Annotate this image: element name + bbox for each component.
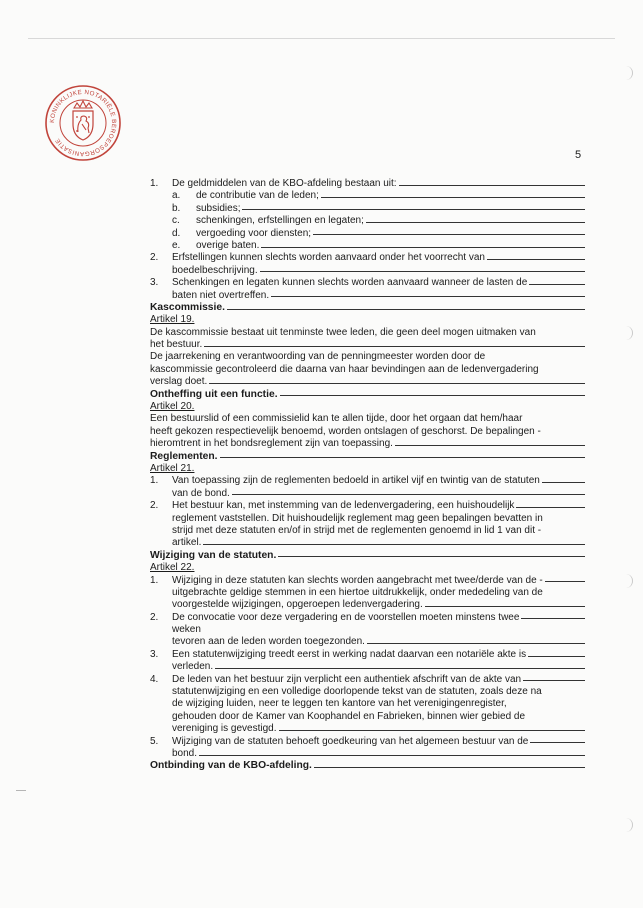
punch-hole bbox=[622, 818, 633, 832]
paragraph-text: hieromtrent in het bondsreglement zijn van toepassing. bbox=[150, 438, 393, 450]
item-text: Wijziging in deze statuten kan slechts worden aangebracht met twee/derde van de - bbox=[172, 574, 543, 586]
text-line bbox=[150, 413, 585, 425]
item-text: De geldmiddelen van de KBO-afdeling bestaan uit: bbox=[172, 178, 397, 189]
fill-line bbox=[542, 482, 585, 483]
text-line bbox=[150, 327, 585, 339]
heading-line bbox=[150, 389, 585, 401]
list-number: 3. bbox=[150, 277, 159, 289]
fill-line bbox=[242, 209, 585, 210]
fill-line bbox=[199, 755, 585, 756]
article-label: Artikel 20. bbox=[150, 401, 195, 413]
text-line bbox=[150, 364, 585, 376]
list-item-line bbox=[150, 265, 585, 277]
item-text: Een statutenwijziging treedt eerst in werking nadat daarvan een notariële akte is bbox=[172, 648, 527, 660]
list-number: 1. bbox=[150, 178, 159, 189]
sub-item-text: de contributie van de leden; bbox=[196, 190, 319, 202]
list-item-line bbox=[150, 513, 585, 525]
sub-item-text: subsidies; bbox=[196, 202, 241, 214]
list-item-line bbox=[150, 290, 585, 302]
list-number: 2. bbox=[150, 500, 159, 512]
fill-line bbox=[220, 457, 585, 458]
fill-line bbox=[530, 742, 585, 743]
scan-edge bbox=[28, 38, 615, 39]
list-item-line bbox=[150, 636, 585, 648]
section-heading: Ontheffing uit een functie. bbox=[150, 388, 278, 400]
paragraph-text: De kascommissie bestaat uit tenminste twee leden, die geen deel mogen uitmaken van bbox=[150, 326, 536, 338]
item-text: gehouden door de Kamer van Koophandel en Fabrieken, binnen wier gebied de bbox=[172, 710, 526, 722]
sub-item-text: vergoeding voor diensten; bbox=[196, 227, 312, 239]
list-number: e. bbox=[172, 239, 181, 251]
list-number: 2. bbox=[150, 252, 159, 264]
sub-item-line bbox=[150, 228, 585, 240]
list-item-line bbox=[150, 711, 585, 723]
fill-line bbox=[203, 544, 585, 545]
fill-line bbox=[487, 259, 585, 260]
svg-text:KONINKLIJKE NOTARIËLE BEROEPSO: KONINKLIJKE NOTARIËLE BEROEPSORGANISATIE bbox=[48, 88, 118, 158]
notary-seal bbox=[44, 84, 122, 162]
list-item-line bbox=[150, 698, 585, 710]
article-line bbox=[150, 314, 585, 326]
sub-item-line bbox=[150, 240, 585, 252]
article-line bbox=[150, 401, 585, 413]
fill-line bbox=[321, 197, 585, 198]
page-number: 5 bbox=[575, 149, 582, 161]
list-item-line bbox=[150, 748, 585, 760]
list-item-line bbox=[150, 612, 585, 624]
fill-line bbox=[232, 494, 585, 495]
list-number: c. bbox=[172, 215, 180, 227]
item-text: uitgebrachte geldige stemmen in een hiertoe uitdrukkelijk, onder mededeling van de bbox=[172, 586, 543, 598]
list-number: a. bbox=[172, 190, 181, 202]
list-item-line bbox=[150, 277, 585, 289]
section-heading: Wijziging van de statuten. bbox=[150, 549, 277, 561]
fill-line bbox=[215, 668, 585, 669]
item-text: Van toepassing zijn de reglementen bedoeld in artikel vijf en twintig van de statuten bbox=[172, 475, 540, 487]
item-text: bond. bbox=[172, 747, 198, 759]
item-text: reglement vaststellen. Dit huishoudelijk reglement mag geen bepalingen bevatten in bbox=[172, 512, 543, 524]
item-text: tevoren aan de leden worden toegezonden. bbox=[172, 636, 365, 648]
list-item-line bbox=[150, 575, 585, 587]
fill-line bbox=[227, 309, 585, 310]
list-number: 1. bbox=[150, 574, 159, 586]
fill-line bbox=[261, 247, 585, 248]
fill-line bbox=[279, 730, 585, 731]
text-line bbox=[150, 438, 585, 450]
item-text: Erfstellingen kunnen slechts worden aanvaard onder het voorrecht van bbox=[172, 252, 485, 264]
item-text: De leden van het bestuur zijn verplicht een authentiek afschrift van de akte van bbox=[172, 673, 522, 685]
punch-hole bbox=[622, 574, 633, 588]
scan-mark bbox=[16, 790, 26, 791]
fill-line bbox=[523, 680, 585, 681]
list-number: d. bbox=[172, 227, 181, 239]
text-line bbox=[150, 376, 585, 388]
fill-line bbox=[204, 346, 585, 347]
fill-line bbox=[366, 222, 585, 223]
fill-line bbox=[545, 581, 585, 582]
paragraph-text: Een bestuurslid of een commissielid kan te allen tijde, door het orgaan dat hem/haar bbox=[150, 413, 523, 425]
fill-line bbox=[313, 234, 585, 235]
fill-line bbox=[367, 643, 585, 644]
item-text: strijd met deze statuten en/of in strijd met de reglementen genoemd in lid 1 van dit - bbox=[172, 524, 542, 536]
item-text: de wijziging luiden, neer te leggen ten kantore van het verenigingenregister, bbox=[172, 698, 507, 710]
document-body bbox=[150, 178, 585, 773]
fill-line bbox=[399, 185, 585, 186]
fill-line bbox=[209, 383, 585, 384]
list-number: 2. bbox=[150, 611, 159, 623]
list-item-line bbox=[150, 723, 585, 735]
paragraph-text: het bestuur. bbox=[150, 339, 203, 351]
fill-line bbox=[521, 618, 585, 619]
item-text: baten niet overtreffen. bbox=[172, 289, 270, 301]
item-text: De convocatie voor deze vergadering en de voorstellen moeten minstens twee bbox=[172, 611, 520, 623]
list-number: 4. bbox=[150, 673, 159, 685]
list-item-line bbox=[150, 178, 585, 190]
fill-line bbox=[271, 296, 585, 297]
paragraph-text: heeft gekozen respectievelijk benoemd, worden ontslagen of geschorst. De bepalingen - bbox=[150, 425, 541, 437]
list-item-line bbox=[150, 537, 585, 549]
heading-line bbox=[150, 550, 585, 562]
section-heading: Reglementen. bbox=[150, 450, 218, 462]
item-text: Wijziging van de statuten behoeft goedkeuring van het algemeen bestuur van de bbox=[172, 735, 529, 747]
list-item-line bbox=[150, 649, 585, 661]
heading-line bbox=[150, 302, 585, 314]
text-line bbox=[150, 351, 585, 363]
paragraph-text: De jaarrekening en verantwoording van de penningmeester worden door de bbox=[150, 351, 486, 363]
fill-line bbox=[425, 606, 585, 607]
section-heading: Kascommissie. bbox=[150, 301, 225, 313]
fill-line bbox=[280, 395, 585, 396]
item-text: Schenkingen en legaten kunnen slechts worden aanvaard wanneer de lasten de bbox=[172, 277, 528, 289]
list-item-line bbox=[150, 624, 585, 636]
list-number: 3. bbox=[150, 648, 159, 660]
punch-hole bbox=[622, 66, 633, 80]
item-text: weken bbox=[172, 624, 201, 636]
article-line bbox=[150, 463, 585, 475]
sub-item-line bbox=[150, 203, 585, 215]
sub-item-line bbox=[150, 215, 585, 227]
list-number: 5. bbox=[150, 735, 159, 747]
heading-line bbox=[150, 760, 585, 772]
text-line bbox=[150, 339, 585, 351]
list-item-line bbox=[150, 686, 585, 698]
article-label: Artikel 21. bbox=[150, 462, 195, 474]
heading-line bbox=[150, 451, 585, 463]
sub-item-text: schenkingen, erfstellingen en legaten; bbox=[196, 215, 364, 227]
list-item-line bbox=[150, 599, 585, 611]
item-text: statutenwijziging en een volledige doorlopende tekst van de statuten, zoals deze na bbox=[172, 686, 542, 698]
list-number: b. bbox=[172, 202, 181, 214]
fill-line bbox=[314, 767, 585, 768]
item-text: voorgestelde wijzigingen, opgeroepen ledenvergadering. bbox=[172, 599, 423, 611]
fill-line bbox=[395, 445, 585, 446]
paragraph-text: kascommissie gecontroleerd die daarna van haar bevindingen aan de ledenvergadering bbox=[150, 363, 539, 375]
fill-line bbox=[260, 271, 585, 272]
list-number: 1. bbox=[150, 475, 159, 487]
fill-line bbox=[278, 556, 585, 557]
paragraph-text: verslag doet. bbox=[150, 376, 208, 388]
list-item-line bbox=[150, 252, 585, 264]
item-text: Het bestuur kan, met instemming van de ledenvergadering, een huishoudelijk bbox=[172, 500, 515, 512]
item-text: verleden. bbox=[172, 661, 214, 673]
text-line bbox=[150, 426, 585, 438]
article-label: Artikel 19. bbox=[150, 314, 195, 326]
list-item-line bbox=[150, 674, 585, 686]
article-line bbox=[150, 562, 585, 574]
list-item-line bbox=[150, 587, 585, 599]
list-item-line bbox=[150, 500, 585, 512]
fill-line bbox=[528, 656, 585, 657]
sub-item-line bbox=[150, 190, 585, 202]
list-item-line bbox=[150, 661, 585, 673]
item-text: artikel. bbox=[172, 537, 202, 549]
item-text: van de bond. bbox=[172, 487, 230, 499]
item-text: boedelbeschrijving. bbox=[172, 264, 258, 276]
section-heading: Ontbinding van de KBO-afdeling. bbox=[150, 760, 312, 772]
list-item-line bbox=[150, 525, 585, 537]
fill-line bbox=[516, 507, 585, 508]
fill-line bbox=[529, 284, 585, 285]
item-text: vereniging is gevestigd. bbox=[172, 723, 277, 735]
list-item-line bbox=[150, 736, 585, 748]
article-label: Artikel 22. bbox=[150, 562, 195, 574]
list-item-line bbox=[150, 488, 585, 500]
punch-hole bbox=[622, 326, 633, 340]
sub-item-text: overige baten. bbox=[196, 239, 260, 251]
list-item-line bbox=[150, 475, 585, 487]
